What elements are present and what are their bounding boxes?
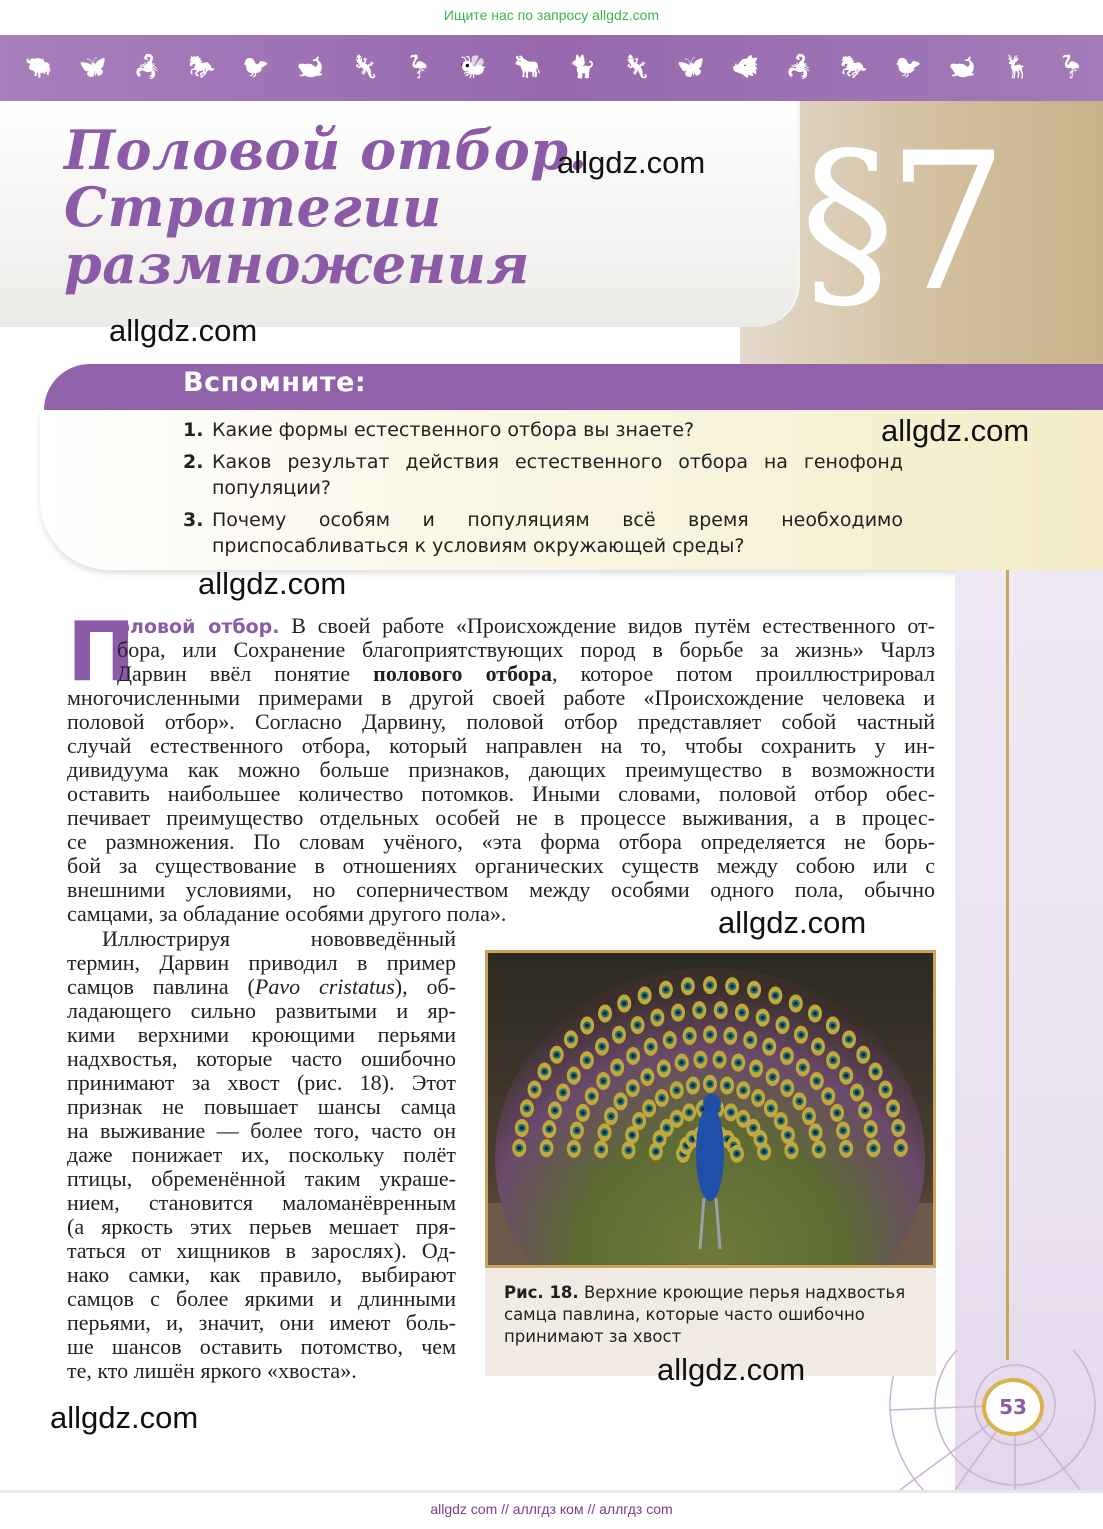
page-title [64, 118, 588, 296]
question-text: Каков результат действия естественного отбора на генофонд популяции? [212, 451, 903, 499]
text-line: (а яркость этих перьев мешает пря- [67, 1214, 456, 1239]
text-line: внешними условиями, но соперничеством между особями одного пола, обычно [67, 877, 935, 902]
animal-silhouette-icon: 🐋 [296, 55, 325, 80]
text-line: половой отбор». Согласно Дарвину, половой отбор представляет собой частный [67, 709, 935, 734]
side-line [1006, 570, 1009, 1360]
animal-silhouette-icon: 🐋 [948, 55, 977, 80]
animal-icons-row [25, 55, 1085, 80]
animal-band [0, 35, 1103, 101]
peacock-illustration [488, 953, 933, 1265]
text-line: оловой отбор. В своей работе «Происхождение видов путём естественного от- [117, 613, 935, 638]
figure-caption-text: Верхние кроющие перья надхвостья самца павлина, которые часто ошибочно принимают за хвост [504, 1283, 906, 1346]
question-text: Какие формы естественного отбора вы знаете? [212, 419, 695, 441]
animal-silhouette-icon: 🦂 [133, 55, 162, 80]
watermark: allgdz.com [557, 145, 706, 180]
text-line: даже понижает их, поскольку полёт [67, 1142, 456, 1167]
text-line: случай естественного отбора, который направлен на то, чтобы сохранить у ин- [67, 733, 935, 758]
text-line: Иллюстрируя нововведённый [102, 926, 456, 951]
text-line: ладающего сильно развитыми и яр- [67, 998, 456, 1023]
text-line: дивидуума как можно больше признаков, дающих преимущество в возможности [67, 757, 935, 782]
animal-silhouette-icon: 🐎 [188, 55, 216, 80]
text-line: многочисленными примерами в другой своей работе «Происхождение человека и [67, 685, 935, 710]
question-number: 2. [183, 451, 204, 473]
text-line: самцов с более яркими и длинными [67, 1286, 456, 1311]
text-line: нием, становится маломанёвренным [67, 1190, 456, 1215]
animal-silhouette-icon: 🦌 [1003, 55, 1031, 80]
animal-silhouette-icon: 🐦 [242, 55, 270, 80]
title-line-2: Стратегии [64, 175, 442, 239]
animal-silhouette-icon: 🐦 [894, 55, 922, 80]
bold-term: полового отбора [373, 661, 553, 686]
text-line: перьями, и, значит, они имеют боль- [67, 1310, 456, 1335]
lead-term: оловой отбор. [117, 616, 280, 638]
figure-label: Рис. 18. [504, 1283, 579, 1302]
text-line: бора, или Сохранение благоприятствующих пород в борьбе за жизнь» Чарлз [117, 637, 935, 662]
text-line: птицы, обременённой таким украше- [67, 1166, 456, 1191]
animal-silhouette-icon: 🦋 [79, 55, 107, 80]
text-line: самцами, за обладание особями другого пола». [67, 901, 507, 926]
animal-silhouette-icon: 🐎 [840, 55, 868, 80]
paragraph-number: §7 [800, 112, 1000, 333]
animal-silhouette-icon: 🐃 [25, 55, 53, 80]
text-line: бой за существование в отношениях органических существ между собою или с [67, 853, 935, 878]
watermark: allgdz.com [881, 413, 1030, 448]
text-line: нако самки, как правило, выбирают [67, 1262, 456, 1287]
watermark: allgdz.com [198, 566, 347, 601]
search-note: Ищите нас по запросу allgdz.com [443, 7, 660, 23]
figure-caption [504, 1282, 924, 1348]
text-line: таться от хищников в зарослях). Од- [67, 1238, 456, 1263]
animal-silhouette-icon: 🦩 [405, 55, 433, 80]
animal-silhouette-icon: 🦎 [351, 55, 379, 80]
animal-silhouette-icon: 🦎 [622, 55, 651, 80]
footer-note: allgdz com // аллгдз ком // аллгдз com [430, 1501, 673, 1517]
text-line: ше шансов оставить потомство, чем [67, 1334, 456, 1359]
text-line: печивает преимущество отдельных особей не в процессе выживания, а в процес- [67, 805, 935, 830]
bottom-rule [0, 1490, 1103, 1493]
animal-silhouette-icon: 🐂 [514, 55, 542, 80]
body-paragraph-1 [67, 605, 935, 926]
text-line: термин, Дарвин приводил в пример [67, 950, 456, 975]
watermark: allgdz.com [50, 1400, 199, 1435]
text-line: се размножения. По словам учёного, «эта форма отбора определяется не борь- [67, 829, 935, 854]
text-line: те, кто лишён яркого «хвоста». [67, 1358, 357, 1383]
recall-title: Вспомните: [183, 367, 367, 398]
question-number: 3. [183, 509, 204, 531]
title-line-1: Половой отбор. [64, 118, 588, 182]
page-number: 53 [982, 1378, 1044, 1436]
recall-question [183, 449, 903, 501]
watermark: allgdz.com [109, 313, 258, 348]
text-line: признак не повышает шансы самца [67, 1094, 456, 1119]
text-line: надхвостья, которые часто ошибочно [67, 1046, 456, 1071]
animal-silhouette-icon: 🦂 [785, 55, 814, 80]
watermark: allgdz.com [657, 1352, 806, 1387]
watermark: allgdz.com [718, 905, 867, 940]
species-name: Pavo cristatus [254, 974, 395, 999]
body-paragraph-2 [67, 927, 456, 1383]
text-line: на выживание — более того, часто он [67, 1118, 456, 1143]
animal-silhouette-icon: 🐝 [459, 55, 488, 80]
question-number: 1. [183, 419, 204, 441]
peacock-photo [485, 950, 936, 1268]
recall-question [183, 507, 903, 559]
text-line: оставить наибольшее количество потомков. Иными словами, половой отбор обес- [67, 781, 935, 806]
text-line: кими верхними кроющими перьями [67, 1022, 456, 1047]
question-text: Почему особям и популяциям всё время необходимо приспосабливаться к условиям окружающей среды? [212, 509, 903, 557]
animal-silhouette-icon: 🦩 [1057, 55, 1085, 80]
animal-silhouette-icon: 🐗 [731, 55, 759, 80]
text-line: самцов павлина (Pavo cristatus), об- [67, 974, 456, 999]
dropcap: П [67, 605, 136, 700]
text-line: принимают за хвост (рис. 18). Этот [67, 1070, 456, 1095]
animal-silhouette-icon: 🐈 [568, 55, 596, 80]
title-line-3: размножения [64, 232, 530, 296]
recall-question [183, 417, 903, 443]
animal-silhouette-icon: 🦋 [677, 55, 705, 80]
text-line: Дарвин ввёл понятие полового отбора, которое потом проиллюстрировал [117, 661, 935, 686]
